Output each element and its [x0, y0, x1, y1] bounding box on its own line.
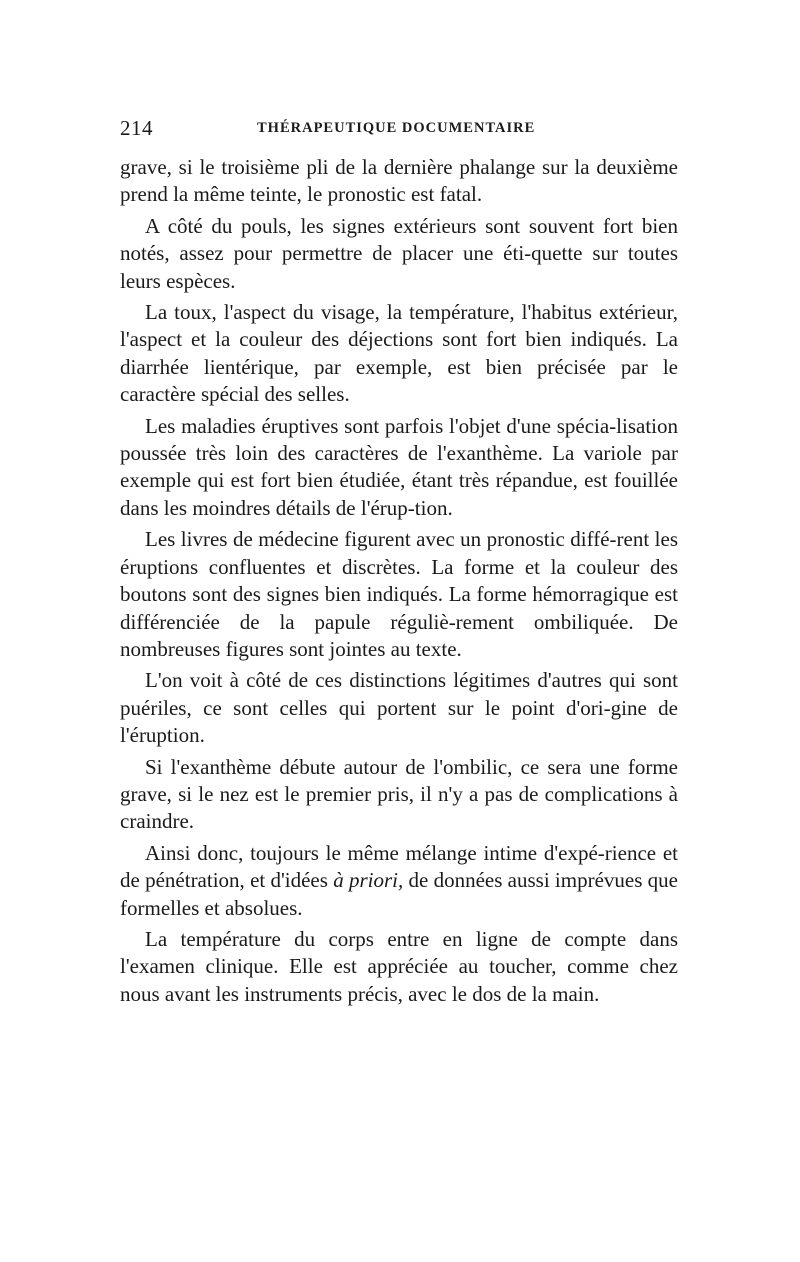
paragraph: La toux, l'aspect du visage, la température, l'habitus extérieur, l'aspect et la couleur des déjections sont fort bien indiqués. La diarrhée lientérique, par exemple, est bien précisée par le caractère spécial des selles.	[120, 300, 678, 407]
page-number: 214	[120, 116, 153, 140]
italic-phrase: à priori,	[333, 868, 404, 893]
paragraph	[120, 840, 678, 922]
body-text	[120, 154, 678, 1012]
paragraph: Les maladies éruptives sont parfois l'objet d'une spécia-lisation poussée très loin des caractères de l'exanthème. La variole par exemple qui est fort bien étudiée, étant très répandue, est fouillée dans les moindres détails de l'érup-tion.	[120, 413, 678, 520]
paragraph: grave, si le troisième pli de la dernière phalange sur la deuxième prend la même teinte, le pronostic est fatal.	[120, 155, 678, 207]
paragraph-text: Ainsi donc, toujours le même mélange intime d'expé-rience et de pénétration, et d'idées	[120, 840, 678, 893]
paragraph: L'on voit à côté de ces distinctions légitimes d'autres qui sont puériles, ce sont celles qui portent sur le point d'ori-gine de l'éruption.	[120, 668, 678, 748]
paragraph: A côté du pouls, les signes extérieurs sont souvent fort bien notés, assez pour permettre de placer une éti-quette sur toutes leurs espèces.	[120, 213, 678, 293]
page-header	[120, 116, 680, 142]
paragraph: Les livres de médecine figurent avec un pronostic diffé-rent les éruptions confluentes et discrètes. La forme et la couleur des boutons sont des signes bien indiqués. La forme hémorragique est différenciée de la papule réguliè-rement ombiliquée. De nombreuses figures sont jointes au texte.	[120, 527, 678, 661]
paragraph: Si l'exanthème débute autour de l'ombilic, ce sera une forme grave, si le nez est le premier pris, il n'y a pas de complications à craindre.	[120, 754, 678, 834]
running-title: THÉRAPEUTIQUE DOCUMENTAIRE	[257, 120, 536, 136]
paragraph-text: de données aussi imprévues que formelles et absolues.	[120, 868, 678, 920]
paragraph: La température du corps entre en ligne de compte dans l'examen clinique. Elle est appréciée au toucher, comme chez nous avant les instruments précis, avec le dos de la main.	[120, 926, 678, 1006]
